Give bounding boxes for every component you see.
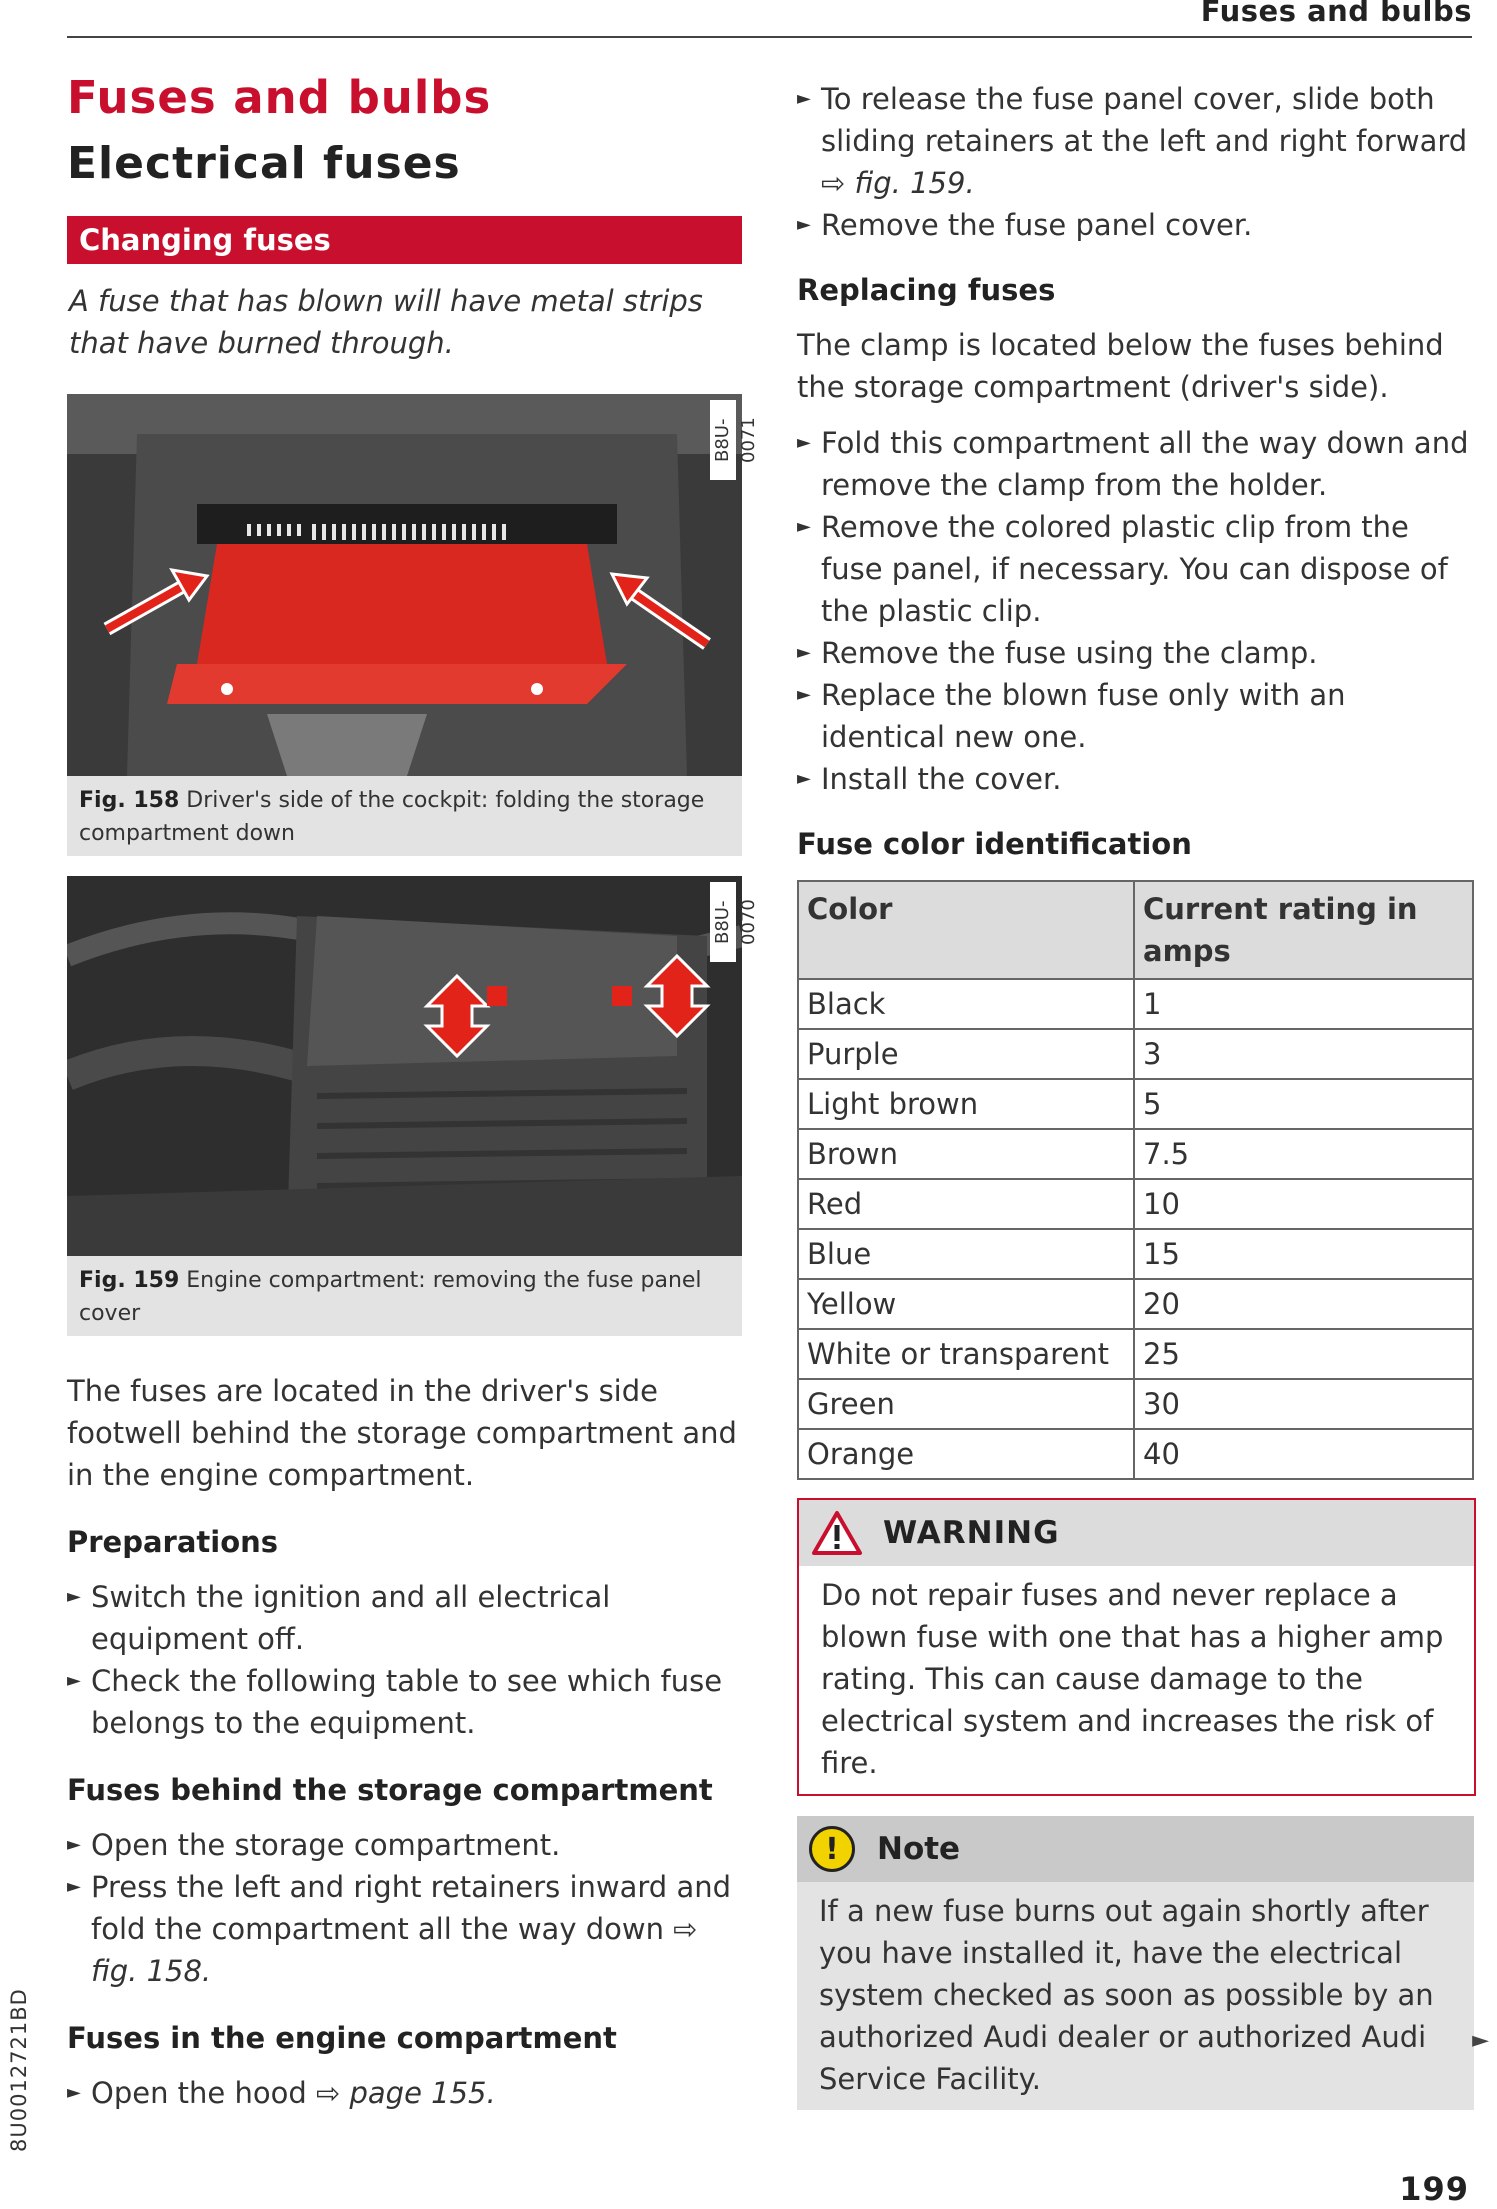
list-item: ► Check the following table to see which fuse belongs to the equipment. — [67, 1664, 723, 1740]
list-item: ► Remove the fuse using the clamp. — [797, 636, 1318, 670]
figure-caption — [67, 1256, 742, 1336]
clamp-location-text: The clamp is located below the fuses behind the storage compartment (driver's side). — [797, 328, 1444, 404]
table-row: Yellow 20 — [798, 1279, 1473, 1329]
preparations-steps — [67, 1576, 742, 1744]
figure-label: Fig. 158 — [79, 788, 180, 813]
storage-fuses-heading: Fuses behind the storage compartment — [67, 1773, 713, 1807]
table-header-rating: Current rating in amps — [1134, 881, 1473, 979]
figure-158 — [67, 394, 759, 856]
replacing-fuses-steps — [797, 422, 1472, 800]
warning-text: Do not repair fuses and never replace a blown fuse with one that has a higher amp rating. This can cause damage to the electrical system and increases the risk of fire. — [821, 1578, 1444, 1780]
list-item: ► Open the hood ⇨ page 155. — [67, 2076, 496, 2110]
figure-159 — [67, 876, 759, 1336]
table-row: White or transparent 25 — [798, 1329, 1473, 1379]
page-reference-link[interactable]: ⇨ page 155. — [315, 2076, 496, 2110]
list-item: ► Press the left and right retainers inward and fold the compartment all the way down ⇨ fig. 158. — [67, 1870, 731, 1988]
left-column — [67, 70, 759, 2114]
table-row: Purple 3 — [798, 1029, 1473, 1079]
figure-label: Fig. 159 — [79, 1268, 180, 1293]
figure-reference-link[interactable]: ⇨ fig. 158. — [91, 1912, 698, 1988]
warning-triangle-icon — [811, 1510, 863, 1556]
list-item: ► Open the storage compartment. — [67, 1828, 561, 1862]
figure-reference-link[interactable]: ⇨ fig. 159. — [821, 166, 975, 200]
release-cover-steps — [797, 78, 1472, 246]
warning-header — [799, 1500, 1474, 1566]
list-item: ► Replace the blown fuse only with an identical new one. — [797, 678, 1346, 754]
engine-compartment-photo — [67, 876, 742, 1256]
table-row: Blue 15 — [798, 1229, 1473, 1279]
continue-arrow-icon: ► — [1472, 2028, 1489, 2053]
list-item: ► Install the cover. — [797, 762, 1062, 796]
cockpit-storage-photo — [67, 394, 742, 776]
table-row: Green 30 — [798, 1379, 1473, 1429]
table-row: Red 10 — [798, 1179, 1473, 1229]
note-title: Note — [877, 1831, 961, 1867]
figure-code: B8U-0070 — [710, 882, 736, 962]
page-number: 199 — [1399, 2170, 1469, 2208]
replacing-fuses-heading: Replacing fuses — [797, 273, 1056, 307]
warning-box — [797, 1498, 1476, 1796]
warning-title: WARNING — [883, 1515, 1060, 1551]
intro-text: A fuse that has blown will have metal strips that have burned through. — [69, 284, 703, 360]
topic-bar-title: Changing fuses — [67, 216, 742, 264]
subsection-title: Electrical fuses — [67, 138, 461, 189]
figure-caption — [67, 776, 742, 856]
note-box — [797, 1816, 1474, 2110]
fuse-color-table — [797, 880, 1474, 1480]
list-item: ► Remove the colored plastic clip from the fuse panel, if necessary. You can dispose of the plastic clip. — [797, 510, 1448, 628]
list-item: ► Remove the fuse panel cover. — [797, 208, 1253, 242]
list-item: ► Switch the ignition and all electrical equipment off. — [67, 1580, 611, 1656]
engine-fuses-heading: Fuses in the engine compartment — [67, 2021, 617, 2055]
storage-fuses-steps — [67, 1824, 742, 1992]
fuse-color-heading: Fuse color identification — [797, 827, 1192, 861]
list-item: ► To release the fuse panel cover, slide both sliding retainers at the left and right forward ⇨ fig. 159. — [797, 82, 1468, 200]
document-code: 8U0012721BD — [7, 1988, 31, 2152]
table-row: Light brown 5 — [798, 1079, 1473, 1129]
exclamation-circle-icon: ! — [809, 1826, 855, 1872]
preparations-heading: Preparations — [67, 1525, 279, 1559]
table-row: Black 1 — [798, 979, 1473, 1029]
figure-code: B8U-0071 — [710, 400, 736, 480]
figure-caption-text: Engine compartment: removing the fuse panel cover — [79, 1268, 702, 1326]
table-header-color: Color — [798, 881, 1134, 979]
table-row: Brown 7.5 — [798, 1129, 1473, 1179]
figure-caption-text: Driver's side of the cockpit: folding the storage compartment down — [79, 788, 705, 846]
header-rule — [67, 36, 1472, 38]
fuse-location-text: The fuses are located in the driver's side footwell behind the storage compartment and in the engine compartment. — [67, 1374, 737, 1492]
table-row: Orange 40 — [798, 1429, 1473, 1479]
list-item: ► Fold this compartment all the way down and remove the clamp from the holder. — [797, 426, 1469, 502]
note-header — [797, 1816, 1474, 1882]
engine-fuses-steps — [67, 2072, 742, 2114]
note-text: If a new fuse burns out again shortly after you have installed it, have the electrical system checked as soon as possible by an authorized Audi dealer or authorized Audi Service Facility. — [819, 1894, 1434, 2096]
right-column — [797, 78, 1472, 2110]
section-title: Fuses and bulbs — [67, 71, 492, 124]
running-header-title: Fuses and bulbs — [1200, 0, 1472, 28]
